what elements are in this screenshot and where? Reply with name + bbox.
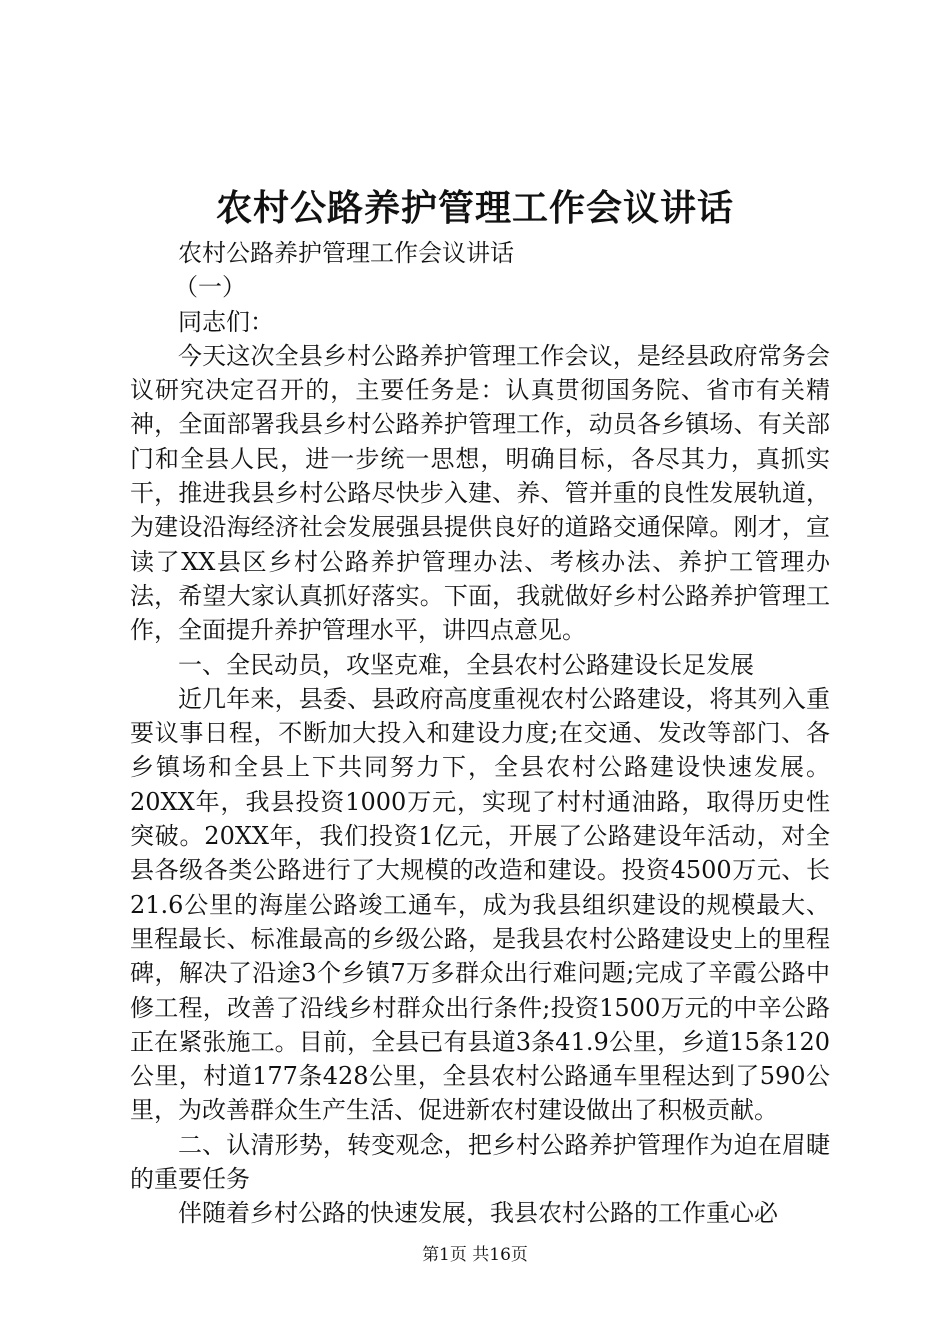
subtitle-paragraph: 农村公路养护管理工作会议讲话 bbox=[178, 239, 514, 267]
section-heading: 一、全民动员，攻坚克难，全县农村公路建设长足发展 bbox=[178, 650, 754, 679]
salutation-paragraph: 同志们： bbox=[178, 307, 274, 336]
document-title: 农村公路养护管理工作会议讲话 bbox=[215, 187, 734, 229]
section-heading: 二、认清形势，转变观念，把乡村公路养护管理作为迫在眉睫的重要任务 bbox=[130, 1130, 830, 1194]
body-paragraph: 今天这次全县乡村公路养护管理工作会议，是经县政府常务会议研究决定召开的，主要任务是：认真贯彻国务院、省市有关精神，全面部署我县乡村公路养护管理工作，动员各乡镇场、有关部门和全县人民，进一步统一思想，明确目标，各尽其力，真抓实干，推进我县乡村公路尽快步入建、养、管并重的良性发展轨道，为建设沿海经济社会发展强县提供良好的道路交通保障。刚才，宣读了XX县区乡村公路养护管理办法、考核办法、养护工管理办法，希望大家认真抓好落实。下面，我就做好乡村公路养护管理工作，全面提升养护管理水平，讲四点意见。 bbox=[130, 341, 830, 645]
section-number-paragraph: （一） bbox=[174, 273, 246, 302]
document-body bbox=[130, 236, 830, 1231]
body-paragraph: 伴随着乡村公路的快速发展，我县农村公路的工作重心必 bbox=[178, 1199, 778, 1228]
body-paragraph: 近几年来，县委、县政府高度重视农村公路建设，将其列入重要议事日程，不断加大投入和建设力度;在交通、发改等部门、各乡镇场和全县上下共同努力下，全县农村公路建设快速发展。20XX年，我县投资1000万元，实现了村村通油路，取得历史性突破。20XX年，我们投资1亿元，开展了公路建设年活动，对全县各级各类公路进行了大规模的改造和建设。投资4500万元、长21.6公里的海崖公路竣工通车，成为我县组织建设的规模最大、里程最长、标准最高的乡级公路，是我县农村公路建设史上的里程碑，解决了沿途3个乡镇7万多群众出行难问题;完成了辛霞公路中修工程，改善了沿线乡村群众出行条件;投资1500万元的中辛公路正在紧张施工。目前，全县已有县道3条41.9公里，乡道15条120公里，村道177条428公里，全县农村公路通车里程达到了590公里，为改善群众生产生活、促进新农村建设做出了积极贡献。 bbox=[130, 684, 830, 1125]
page-footer: 第1页 共16页 bbox=[422, 1245, 528, 1265]
